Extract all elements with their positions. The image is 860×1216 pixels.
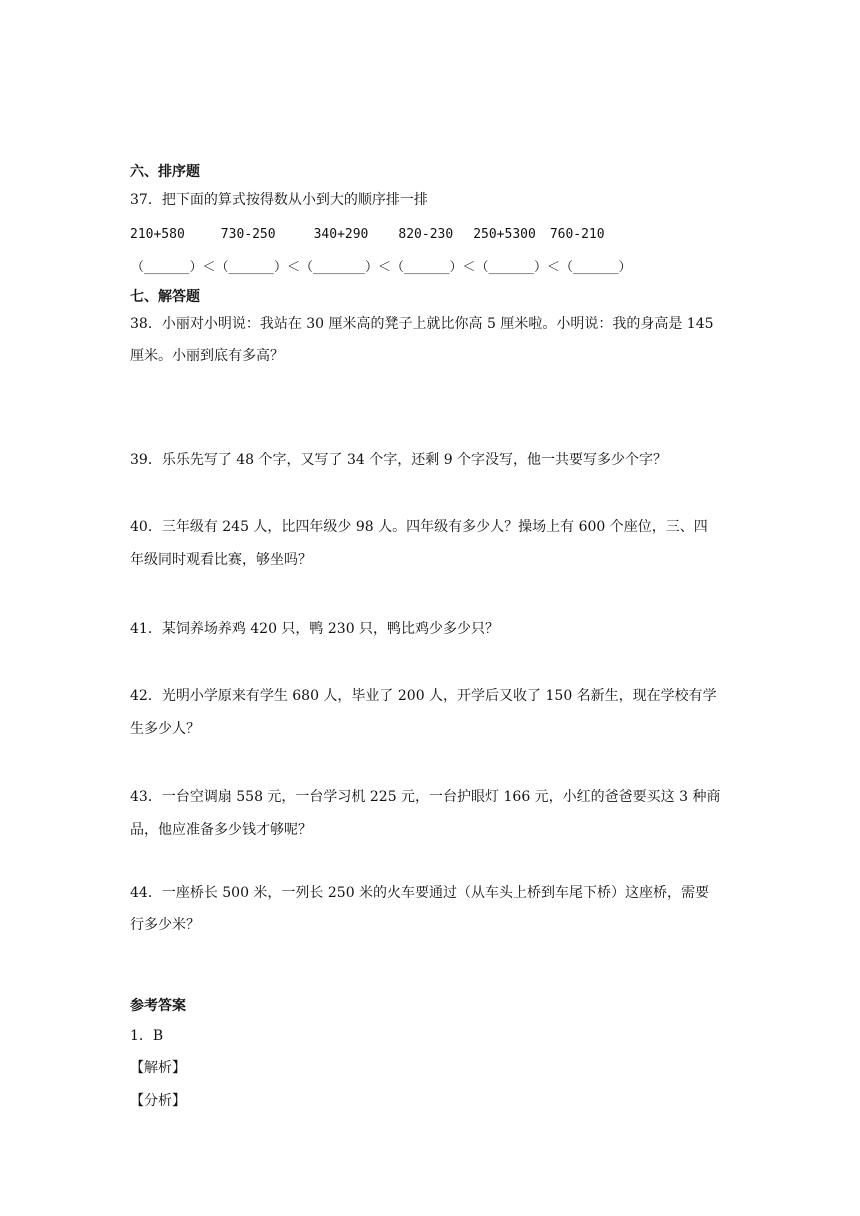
question-38-line-1: 38．小丽对小明说：我站在 30 厘米高的凳子上就比你高 5 厘米啦。小明说：我的身高是 145 xyxy=(130,316,714,332)
question-39-line-1: 39．乐乐先写了 48 个字，又写了 34 个字，还剩 9 个字没写，他一共要写多少个字？ xyxy=(130,452,668,468)
section-title-solutions: 七、解答题 xyxy=(130,289,200,305)
answer-1: 1．B xyxy=(130,1028,164,1044)
question-38-line-2: 厘米。小丽到底有多高？ xyxy=(130,348,284,364)
question-42-line-2: 生多少人？ xyxy=(130,721,200,737)
expression-3: 340+290 xyxy=(313,227,369,242)
question-42-line-1: 42．光明小学原来有学生 680 人，毕业了 200 人，开学后又收了 150 名新生，现在学校有学 xyxy=(130,688,717,704)
expression-2: 730-250 xyxy=(220,227,276,242)
section-title-sorting: 六、排序题 xyxy=(130,164,200,180)
reference-answers-title: 参考答案 xyxy=(130,998,186,1014)
answer-1-breakdown-label: 【分析】 xyxy=(130,1093,186,1109)
expression-6: 760-210 xyxy=(549,227,605,242)
question-37-expressions xyxy=(130,226,605,244)
expression-4: 820-230 xyxy=(398,227,454,242)
question-43-line-2: 品，他应准备多少钱才够呢？ xyxy=(130,822,312,838)
question-44-line-1: 44．一座桥长 500 米，一列长 250 米的火车要通过（从车头上桥到车尾下桥）这座桥，需要 xyxy=(130,885,710,901)
question-37-answer-blanks: （_______）＜（_______）＜（________）＜（_______）＜（_______）＜（_______） xyxy=(131,260,632,275)
question-37-prompt: 37．把下面的算式按得数从小到大的顺序排一排 xyxy=(130,192,428,208)
answer-1-analysis-label: 【解析】 xyxy=(130,1060,186,1076)
expression-1: 210+580 xyxy=(130,227,185,242)
question-40-line-1: 40．三年级有 245 人，比四年级少 98 人。四年级有多少人？操场上有 600 个座位，三、四 xyxy=(130,519,708,535)
question-44-line-2: 行多少米？ xyxy=(130,917,200,933)
question-41-line-1: 41．某饲养场养鸡 420 只，鸭 230 只，鸭比鸡少多少只？ xyxy=(130,621,500,637)
question-40-line-2: 年级同时观看比赛，够坐吗？ xyxy=(130,552,312,568)
expression-5: 250+5300 xyxy=(473,227,536,242)
question-43-line-1: 43．一台空调扇 558 元，一台学习机 225 元，一台护眼灯 166 元，小红的爸爸要买这 3 种商 xyxy=(130,789,721,805)
